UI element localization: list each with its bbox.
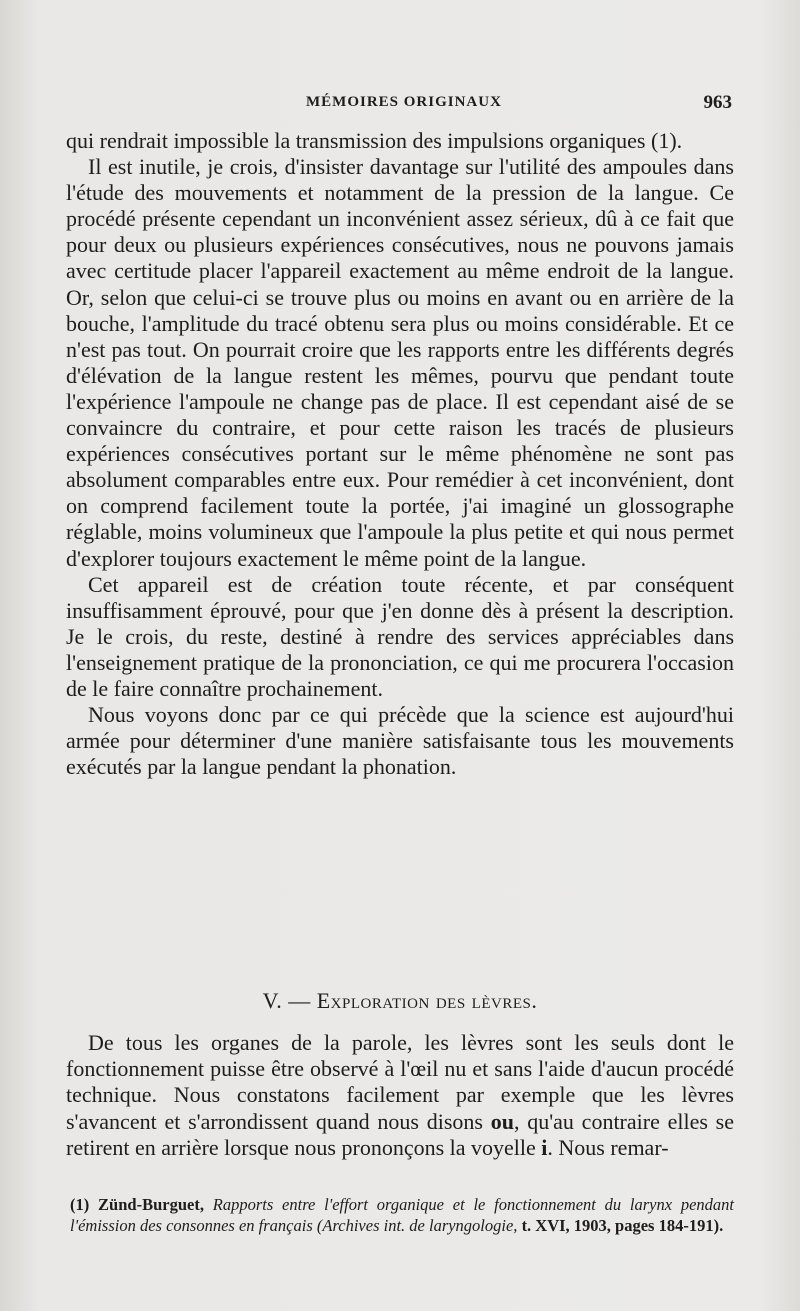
section-paragraph-part-3: . Nous remar-	[547, 1134, 669, 1160]
section-heading	[66, 988, 734, 1014]
emphasis-i: i	[541, 1134, 548, 1160]
footnote-title: Rapports entre l'effort organique et le fonctionnement du larynx pendant l'émission des consonnes en français (Archives int. de laryngologie,	[70, 1195, 735, 1235]
footnote-author: Zünd-Burguet,	[98, 1195, 204, 1214]
section-paragraph-part-2: , qu'au contraire elles se retirent en arrière lorsque nous prononçons la voyelle	[66, 1108, 734, 1160]
main-text	[66, 128, 734, 780]
paragraph-3: Cet appareil est de création toute récente, et par conséquent insuffisamment éprouvé, pour que j'en donne dès à présent la description. Je le crois, du reste, destiné à rendre des services appréciables dans l'enseignement pratique de la prononciation, ce qui me procurera l'occasion de le faire connaître prochainement.	[66, 571, 734, 701]
footnote-marker: (1)	[70, 1195, 90, 1214]
page-header	[66, 92, 734, 118]
paragraph-2: Il est inutile, je crois, d'insister davantage sur l'utilité des ampoules dans l'étude des mouvements et notamment de la pression de la langue. Ce procédé présente cependant un inconvénient assez sérieux, dû à ce fait que pour deux ou plusieurs expériences consécutives, nous ne pouvons jamais avec certitude placer l'appareil exactement au même endroit de la langue. Or, selon que celui-ci se trouve plus ou moins en avant ou en arrière de la bouche, l'amplitude du tracé obtenu sera plus ou moins considérable. Et ce n'est pas tout. On pourrait croire que les rapports entre les différents degrés d'élévation de la langue restent les mêmes, pourvu que pendant toute l'expérience l'ampoule ne change pas de place. Il est cependant aisé de se convaincre du contraire, et pour cette raison les tracés de plusieurs expériences consécutives portant sur le même phénomène ne sont pas absolument comparables entre eux. Pour remédier à cet inconvénient, dont on comprend facilement toute la portée, j'ai imaginé un glossographe réglable, moins volumineux que l'ampoule la plus petite et qui nous permet d'explorer toujours exactement le même point de la langue.	[66, 154, 734, 571]
section-paragraph	[66, 1030, 734, 1161]
paragraph-1: qui rendrait impossible la transmission des impulsions organiques (1).	[66, 128, 683, 153]
section-number: V. —	[262, 988, 311, 1013]
emphasis-ou: ou	[490, 1108, 514, 1134]
footnote	[70, 1194, 734, 1236]
page-number: 963	[703, 92, 732, 113]
section-title: Exploration des lèvres.	[316, 988, 538, 1013]
running-head: MÉMOIRES ORIGINAUX	[306, 94, 502, 110]
section-paragraph-part-1: De tous les organes de la parole, les lèvres sont les seuls dont le fonctionnement puisse être observé à l'œil nu et sans l'aide d'aucun procédé technique. Nous constatons facilement par exemple que les lèvres s'avancent et s'arrondissent quand nous disons	[66, 1030, 734, 1134]
paragraph-4: Nous voyons donc par ce qui précède que la science est aujourd'hui armée pour déterminer d'une manière satisfaisante tous les mouvements exécutés par la langue pendant la phonation.	[66, 702, 734, 780]
footnote-details: t. XVI, 1903, pages 184-191).	[521, 1216, 724, 1235]
section-text	[66, 1030, 734, 1161]
